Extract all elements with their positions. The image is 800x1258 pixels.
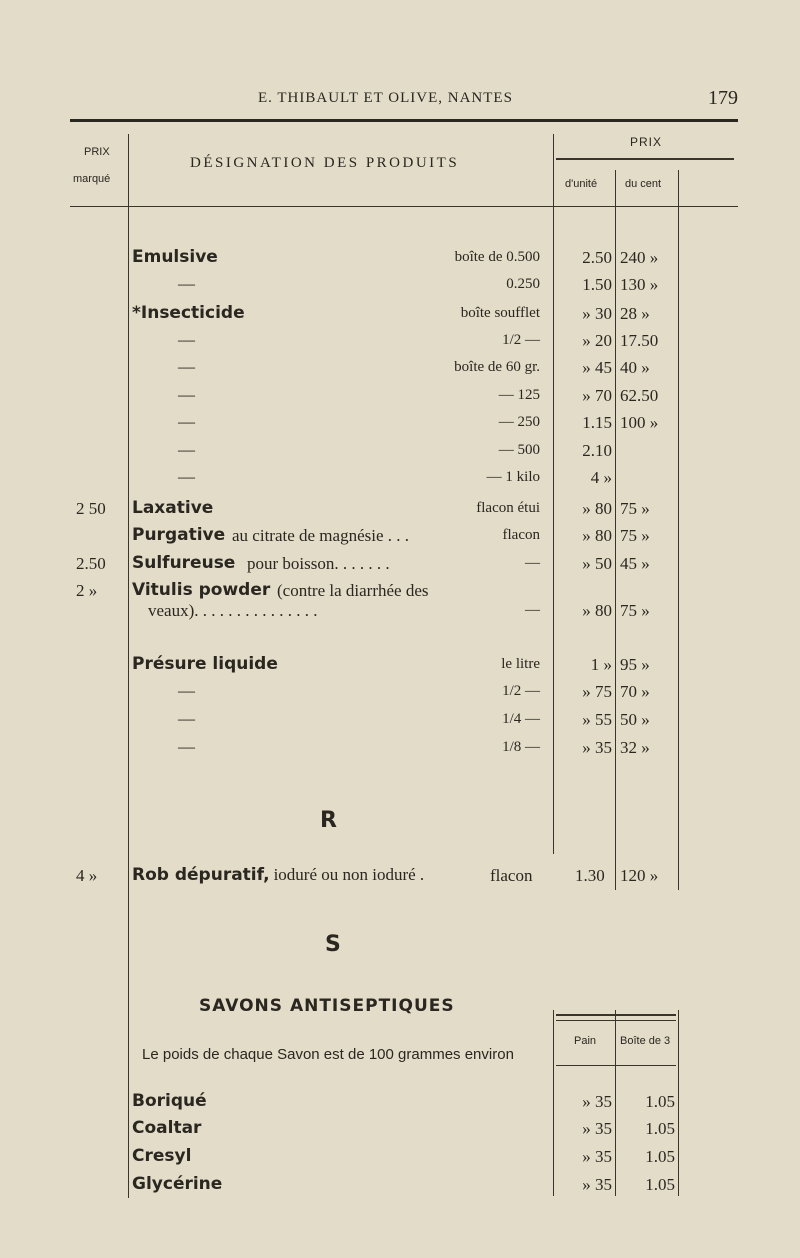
rob-desc: ioduré ou non ioduré . (273, 865, 425, 884)
row-unit: — 1 kilo (486, 469, 540, 485)
savon-boite-price: 1.05 (645, 1175, 675, 1194)
prix-marque-label-2: marqué (73, 173, 111, 185)
row-price-unit: » 80 (582, 499, 612, 518)
row-price-unit: » 30 (582, 304, 612, 323)
savon-pain-price: » 35 (582, 1147, 612, 1166)
row-product-name: — (178, 709, 195, 728)
column-rule-right (678, 170, 679, 890)
row-unit: — 250 (498, 414, 540, 430)
row-price-cent: 17.50 (620, 331, 659, 350)
row-marked-price: 2.50 (76, 554, 106, 573)
row-price-cent: 100 » (620, 413, 659, 432)
section-letter-r: R (320, 808, 337, 833)
row-price-cent: 45 » (620, 554, 650, 573)
row-price-unit: » 35 (582, 738, 612, 757)
row-price-unit: 4 » (590, 468, 612, 487)
rob-marked-price: 4 » (76, 866, 98, 885)
row-product-name: — (178, 330, 195, 349)
row-price-unit: 1.15 (582, 413, 612, 432)
row-price-unit: » 80 (582, 526, 612, 545)
row-price-unit: » 55 (582, 710, 612, 729)
row-unit: 1/8 — (502, 739, 540, 755)
savon-boite-price: 1.05 (645, 1147, 675, 1166)
row-price-unit: » 45 (582, 358, 612, 377)
savons-top-rule (556, 1014, 676, 1016)
row-marked-price: 2 50 (76, 499, 106, 518)
row-price-cent: 130 » (620, 275, 659, 294)
prix-header-rule (556, 158, 734, 160)
row-unit: — 125 (498, 387, 540, 403)
savon-name: Boriqué (132, 1091, 207, 1111)
row-price-cent: 75 » (620, 601, 650, 620)
savons-header-bottom-rule (556, 1065, 676, 1066)
row-product-desc: veaux). . . . . . . . . . . . . . . (148, 601, 318, 620)
savons-col-boite: Boîte de 3 (620, 1035, 671, 1047)
savons-top-rule-2 (556, 1020, 676, 1021)
row-price-unit: » 80 (582, 601, 612, 620)
row-unit: 1/2 — (502, 683, 540, 699)
row-unit: — (525, 555, 540, 571)
column-rule-unit-left (553, 134, 554, 854)
row-price-cent: 75 » (620, 526, 650, 545)
row-price-unit: 2.10 (582, 441, 612, 460)
row-unit: 1/4 — (502, 711, 540, 727)
row-product-name: — (178, 681, 195, 700)
savon-pain-price: » 35 (582, 1119, 612, 1138)
savon-name: Cresyl (132, 1146, 192, 1166)
row-unit: flacon étui (476, 500, 540, 516)
cent-price-header: du cent (625, 178, 662, 190)
row-product-name: Présure liquide (132, 654, 278, 674)
designation-header: DÉSIGNATION DES PRODUITS (190, 155, 460, 171)
row-unit: — (525, 602, 540, 618)
column-rule-unit-right (615, 170, 616, 890)
row-unit: 0.250 (506, 276, 540, 292)
row-price-unit: » 75 (582, 682, 612, 701)
row-price-unit: » 20 (582, 331, 612, 350)
row-price-unit: 1 » (590, 655, 612, 674)
savons-title: SAVONS ANTISEPTIQUES (199, 996, 455, 1016)
rob-name: Rob dépuratif, (132, 865, 270, 885)
row-unit: boîte soufflet (460, 305, 540, 321)
row-price-cent: 62.50 (620, 386, 659, 405)
row-price-unit: » 70 (582, 386, 612, 405)
row-unit: flacon (502, 527, 540, 543)
row-price-cent: 70 » (620, 682, 650, 701)
savons-column-rule-1 (553, 1010, 554, 1196)
row-product-name: Purgative (132, 525, 226, 545)
prix-marque-label-1: PRIX (84, 146, 110, 158)
savon-name: Glycérine (132, 1174, 223, 1194)
section-letter-s: S (325, 932, 341, 957)
savon-boite-price: 1.05 (645, 1092, 675, 1111)
row-price-cent: 50 » (620, 710, 650, 729)
row-price-cent: 75 » (620, 499, 650, 518)
row-price-cent: 40 » (620, 358, 650, 377)
row-product-name: — (178, 737, 195, 756)
savon-name: Coaltar (132, 1118, 202, 1138)
table-header-bottom-rule (70, 206, 738, 207)
row-product-name: *Insecticide (132, 303, 245, 323)
row-unit: 1/2 — (502, 332, 540, 348)
row-product-desc: au citrate de magnésie . . . (232, 526, 410, 545)
row-product-name: — (178, 440, 195, 459)
rob-row (132, 865, 424, 885)
row-price-cent: 95 » (620, 655, 650, 674)
column-rule-left (128, 134, 129, 1198)
row-price-cent: 240 » (620, 248, 659, 267)
unit-price-header: d'unité (565, 178, 598, 190)
rob-price-unit: 1.30 (575, 866, 605, 885)
savon-boite-price: 1.05 (645, 1119, 675, 1138)
row-product-desc: (contre la diarrhée des (277, 581, 429, 600)
row-product-name: Emulsive (132, 247, 218, 267)
row-price-unit: 1.50 (582, 275, 612, 294)
savons-note: Le poids de chaque Savon est de 100 grammes environ (142, 1046, 514, 1063)
header-rule (70, 119, 738, 122)
row-product-name: Sulfureuse (132, 553, 236, 573)
row-product-name: — (178, 357, 195, 376)
savon-pain-price: » 35 (582, 1092, 612, 1111)
row-product-name: — (178, 467, 195, 486)
row-unit: boîte de 60 gr. (454, 359, 540, 375)
row-unit: — 500 (498, 442, 540, 458)
row-price-unit: 2.50 (582, 248, 612, 267)
row-product-name: — (178, 385, 195, 404)
savons-column-rule-3 (678, 1010, 679, 1196)
row-unit: le litre (501, 656, 540, 672)
savon-pain-price: » 35 (582, 1175, 612, 1194)
row-marked-price: 2 » (76, 581, 98, 600)
prix-header: PRIX (630, 135, 663, 149)
row-product-name: — (178, 274, 195, 293)
row-product-name: Laxative (132, 498, 214, 518)
row-unit: boîte de 0.500 (454, 249, 540, 265)
row-price-cent: 32 » (620, 738, 650, 757)
rob-price-cent: 120 » (620, 866, 659, 885)
rob-unit: flacon (490, 866, 533, 885)
savons-column-rule-2 (615, 1010, 616, 1196)
row-price-unit: » 50 (582, 554, 612, 573)
row-product-name: — (178, 412, 195, 431)
row-product-desc: pour boisson. . . . . . . (247, 554, 390, 573)
page-number: 179 (708, 87, 738, 109)
savons-col-pain: Pain (574, 1035, 597, 1047)
row-price-cent: 28 » (620, 304, 650, 323)
running-header-title: E. THIBAULT ET OLIVE, NANTES (258, 90, 513, 106)
row-product-name: Vitulis powder (132, 580, 271, 600)
